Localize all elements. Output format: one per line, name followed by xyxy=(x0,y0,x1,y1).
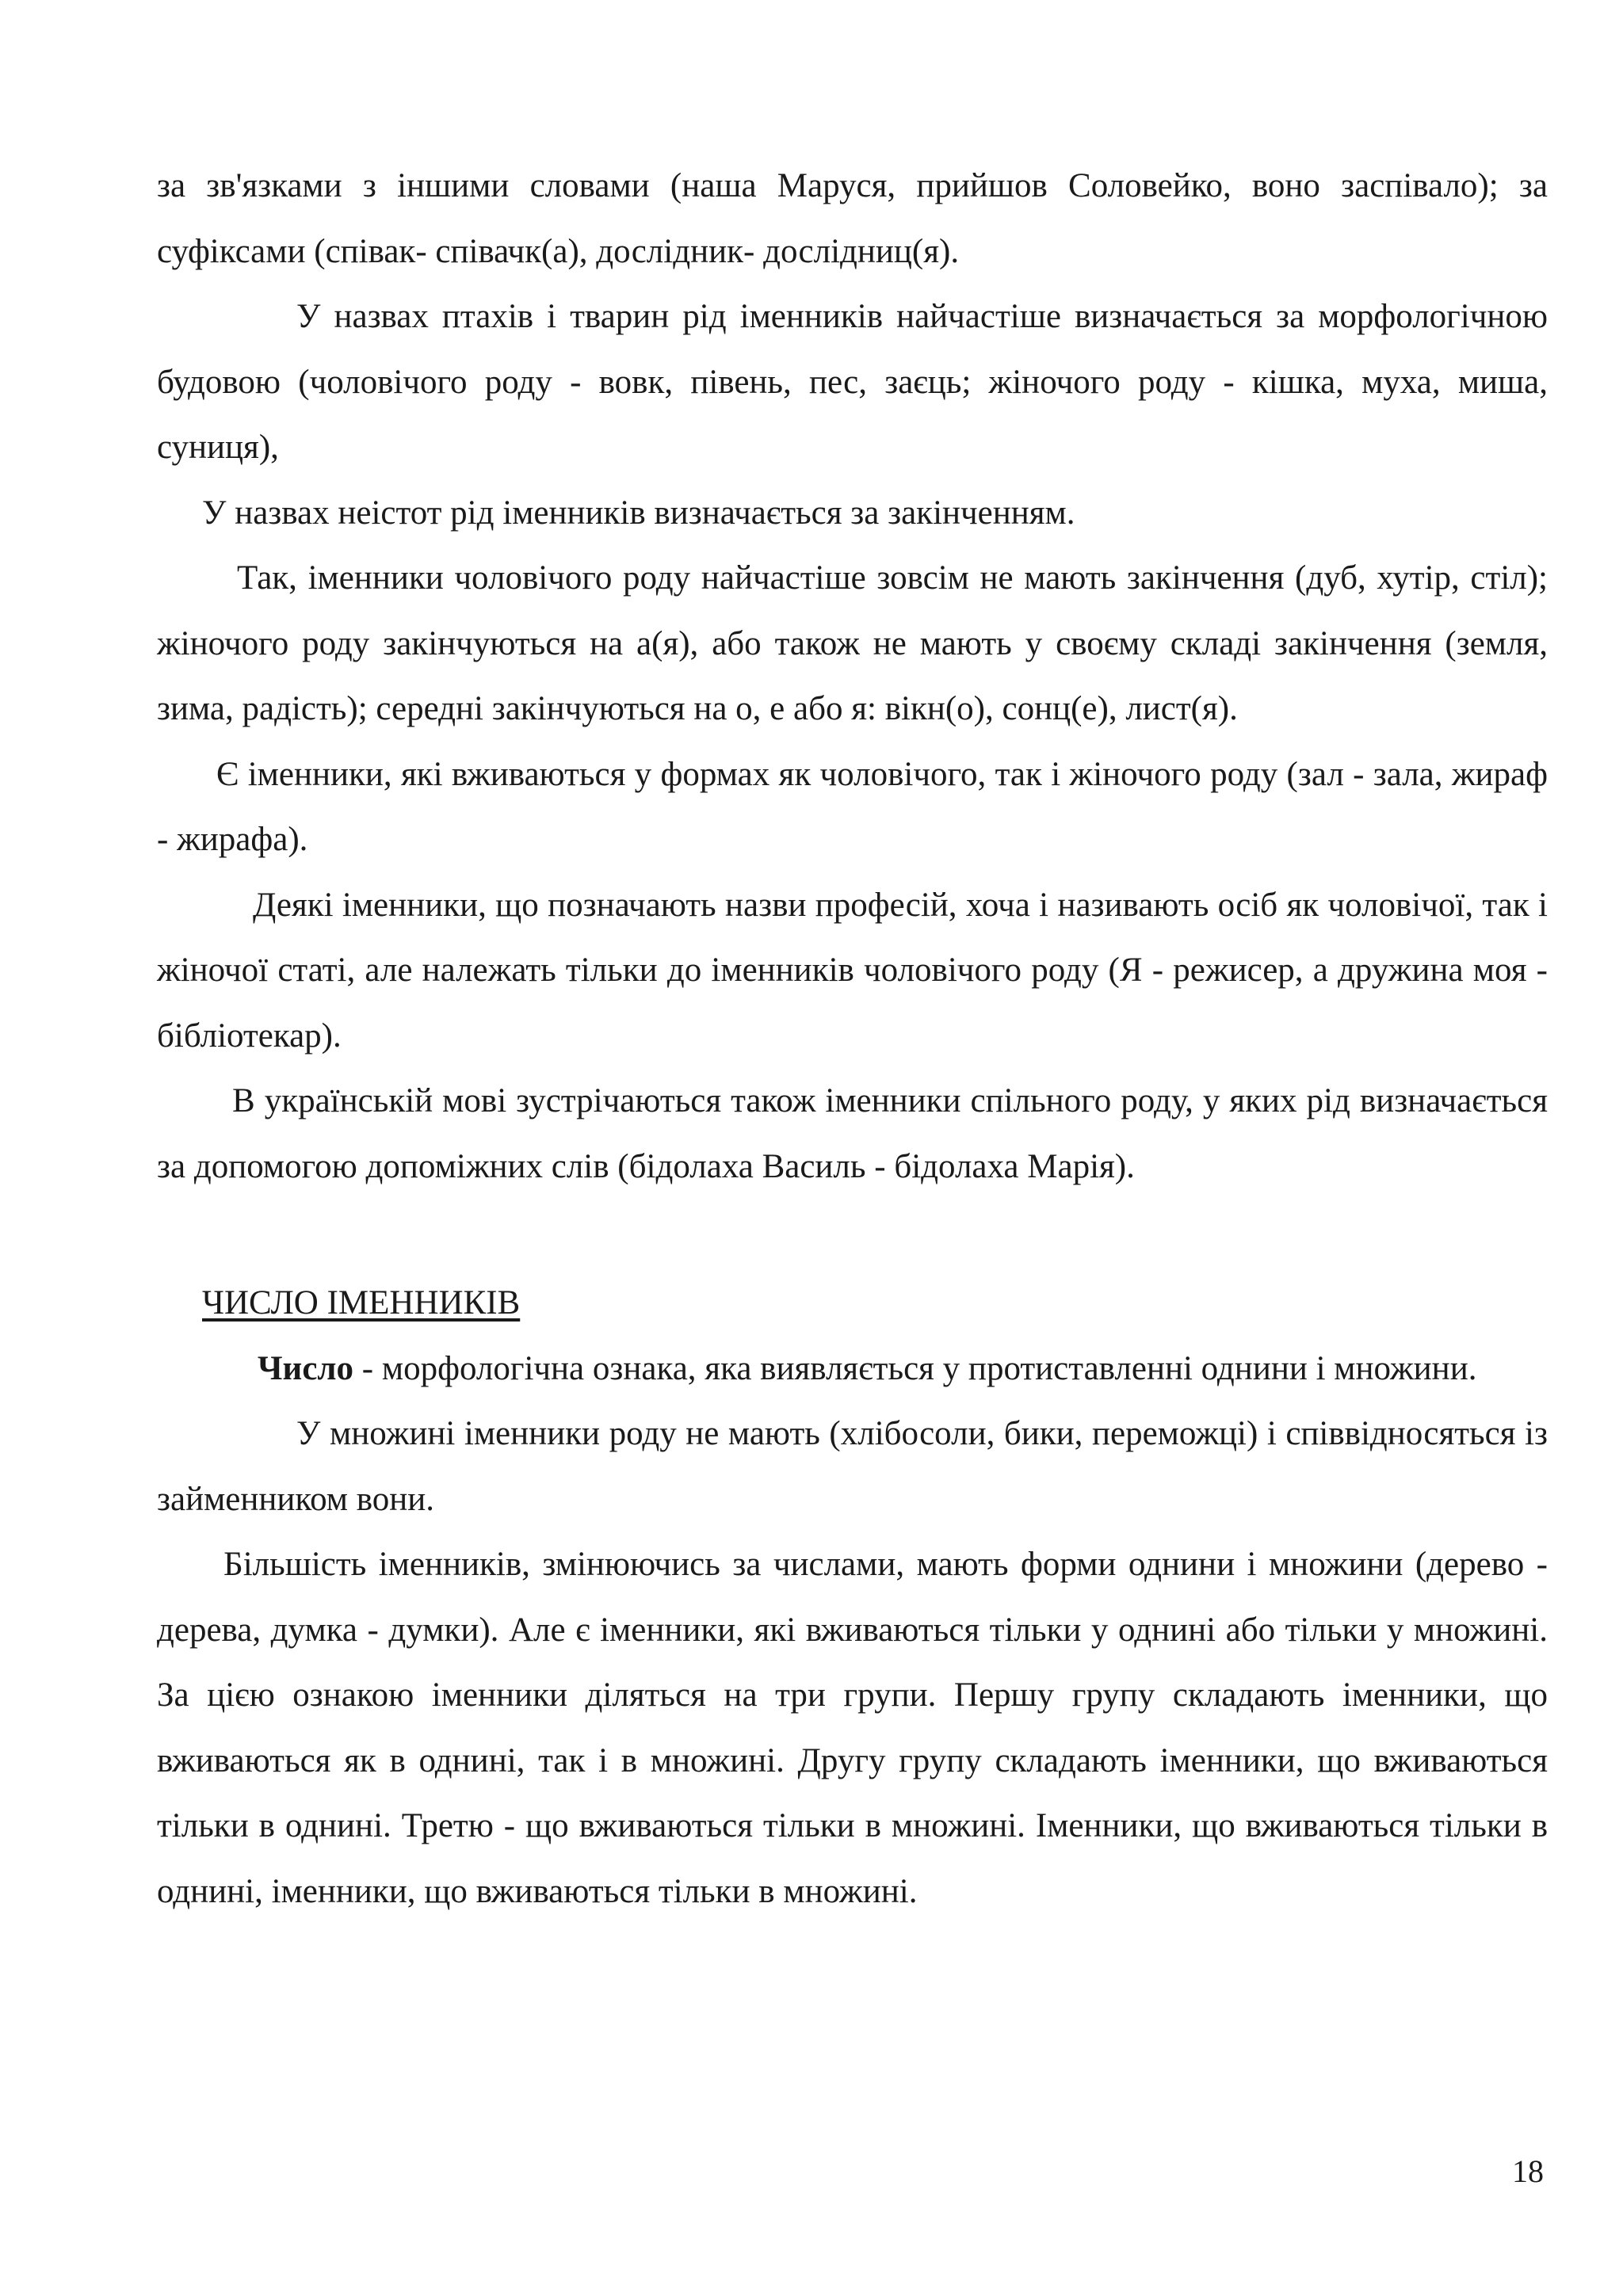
paragraph-3: У назвах неістот рід іменників визначається за закінченням. xyxy=(202,494,1075,532)
paragraph-9: Більшість іменників, змінюючись за числами, мають форми однини і множини (дерево - дерева, думка - думки). Але є іменники, які вживаються тільки у однині або тільки у множині. За цією ознакою іменники діляться на три групи. Першу групу складають іменники, що вживаються як в однині, так і в множині. Другу групу складають іменники, що вживаються тільки в однині. Третю - що вживаються тільки в множині. Іменники, що вживаються тільки в однині, іменники, що вживаються тільки в множині. xyxy=(157,1546,1548,1910)
definition-paragraph xyxy=(157,1337,1548,1402)
section-heading: ЧИСЛО ІМЕННИКІВ xyxy=(202,1284,521,1322)
paragraph-6: Деякі іменники, що позначають назви професій, хоча і називають осіб як чоловічої, так і жіночої статі, але належать тільки до іменників чоловічого роду (Я - режисер, а дружина моя - бібліотекар). xyxy=(157,886,1548,1055)
page-content xyxy=(157,154,1548,1924)
page-number: 18 xyxy=(1512,2153,1544,2189)
definition-term: Число xyxy=(258,1349,354,1387)
paragraph-8: У множині іменники роду не мають (хлібосоли, бики, переможці) і співвідносяться із займенником вони. xyxy=(157,1415,1548,1518)
section-gap xyxy=(157,1199,1548,1271)
paragraph-4: Так, іменники чоловічого роду найчастіше зовсім не мають закінчення (дуб, хутір, стіл); жіночого роду закінчуються на а(я), або також не мають у своєму складі закінчення (земля, зима, радість); середні закінчуються на о, е або я: вікн(о), сонц(е), лист(я). xyxy=(157,559,1548,727)
paragraph-7: В українській мові зустрічаються також іменники спільного роду, у яких рід визначається за допомогою допоміжних слів (бідолаха Василь - бідолаха Марія). xyxy=(157,1082,1548,1185)
paragraph-1: за зв'язками з іншими словами (наша Маруся, прийшов Соловейко, воно заспівало); за суфіксами (співак- співачк(а), дослідник- дослідниц(я). xyxy=(157,167,1548,270)
paragraph-5: Є іменники, які вживаються у формах як чоловічого, так і жіночого роду (зал - зала, жираф - жирафа). xyxy=(157,755,1548,858)
definition-text: - морфологічна ознака, яка виявляється у протиставленні однини і множини. xyxy=(353,1349,1477,1387)
paragraph-2: У назвах птахів і тварин рід іменників найчастіше визначається за морфологічною будовою (чоловічого роду - вовк, півень, пес, заєць; жіночого роду - кішка, муха, миша, суниця), xyxy=(157,298,1548,466)
